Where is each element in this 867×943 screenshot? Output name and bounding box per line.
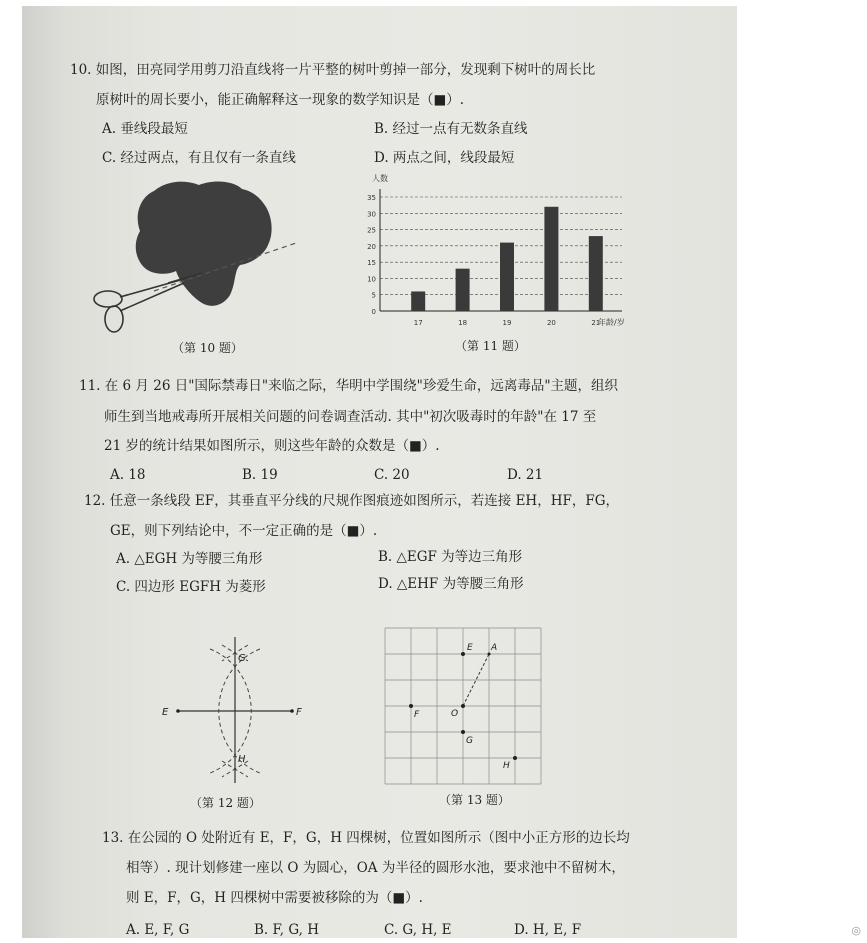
- x-tick-18: 18: [458, 319, 468, 327]
- q13-figure-caption: （第 13 题）: [439, 793, 510, 807]
- x-tick-17: 17: [413, 319, 423, 327]
- x-tick-21: 21: [591, 319, 601, 327]
- label-f: F: [296, 707, 302, 718]
- x-tick-19: 19: [502, 319, 512, 327]
- label-h: H: [238, 754, 246, 765]
- label-e: E: [162, 707, 169, 718]
- q11-stem-line1: 11. 在 6 月 26 日"国际禁毒日"来临之际，华明中学围绕"珍爱生命，远离毒品"主题，组织: [79, 378, 619, 394]
- q13-option-b: B. F, G, H: [254, 922, 320, 938]
- q12-option-c: C. 四边形 EGFH 为菱形: [116, 579, 266, 595]
- q11-stem-line3: 21 岁的统计结果如图所示，则这些年龄的众数是（■）.: [104, 438, 440, 454]
- point-f: [290, 709, 294, 713]
- point-g: [461, 730, 465, 734]
- bar-21: [589, 236, 603, 311]
- q13-option-a: A. E, F, G: [126, 922, 190, 938]
- q12-stem-line1: 12. 任意一条线段 EF，其垂直平分线的尺规作图痕迹如图所示，若连接 EH，HF，FG，: [84, 493, 619, 509]
- point-f: [409, 704, 413, 708]
- y-tick-5: 5: [371, 291, 376, 300]
- q11-option-c: C. 20: [374, 467, 410, 483]
- q13-stem-line1: 13. 在公园的 O 处附近有 E，F，G，H 四棵树，位置如图所示（图中小正方形的边长均: [102, 830, 630, 846]
- q10-option-b: B. 经过一点有无数条直线: [374, 121, 528, 137]
- q12-option-a: A. △EGH 为等腰三角形: [116, 551, 263, 567]
- bar-18: [456, 269, 470, 311]
- q11-stem-line2: 师生到当地戒毒所开展相关问题的问卷调查活动. 其中"初次吸毒时的年龄"在 17 至: [104, 409, 597, 425]
- x-tick-20: 20: [546, 319, 556, 327]
- chart-xlabel: 年龄/岁: [598, 318, 625, 327]
- q11-option-d: D. 21: [507, 467, 544, 483]
- q12-figure-caption: （第 12 题）: [190, 796, 261, 810]
- q11-figure-caption: （第 11 题）: [455, 339, 526, 353]
- label-h: H: [503, 761, 510, 771]
- q13-option-c: C. G, H, E: [384, 922, 452, 938]
- label-g: G: [466, 736, 473, 746]
- q12-option-d: D. △EHF 为等腰三角形: [378, 576, 524, 592]
- q10-stem-line1: 10. 如图，田亮同学用剪刀沿直线将一片平整的树叶剪掉一部分，发现剩下树叶的周长比: [70, 62, 596, 78]
- y-tick-35: 35: [367, 194, 376, 202]
- point-e: [461, 652, 465, 656]
- q11-bar-chart: [332, 171, 642, 331]
- leaf-scissors-figure: [84, 171, 314, 336]
- point-e: [176, 709, 180, 713]
- exam-paper: [22, 6, 737, 938]
- label-g: G: [238, 653, 246, 664]
- label-a: A: [491, 643, 498, 653]
- label-f: F: [414, 710, 420, 720]
- q10-option-d: D. 两点之间，线段最短: [374, 150, 515, 166]
- q12-stem-line2: GE，则下列结论中，不一定正确的是（■）.: [110, 523, 378, 539]
- q13-stem-line3: 则 E，F，G，H 四棵树中需要被移除的为（■）.: [126, 890, 423, 906]
- y-tick-0: 0: [371, 308, 376, 316]
- bar-20: [544, 207, 558, 311]
- y-tick-30: 30: [367, 210, 376, 219]
- q11-option-b: B. 19: [242, 467, 278, 483]
- q12-option-b: B. △EGF 为等边三角形: [378, 549, 523, 565]
- bar-17: [411, 291, 425, 311]
- y-tick-10: 10: [367, 275, 376, 284]
- y-tick-20: 20: [367, 242, 376, 251]
- label-o: O: [451, 709, 459, 719]
- q13-grid-figure: [377, 624, 557, 794]
- watermark-icon: ◎: [851, 925, 861, 937]
- q11-option-a: A. 18: [110, 467, 146, 483]
- q10-option-a: A. 垂线段最短: [102, 121, 188, 137]
- q10-option-c: C. 经过两点，有且仅有一条直线: [102, 150, 296, 166]
- q13-option-d: D. H, E, F: [514, 922, 582, 938]
- y-tick-15: 15: [367, 259, 376, 268]
- q12-construction-figure: [150, 631, 320, 791]
- q13-stem-line2: 相等）. 现计划修建一座以 O 为圆心，OA 为半径的圆形水池，要求池中不留树木，: [126, 860, 625, 876]
- q10-figure-caption: （第 10 题）: [172, 341, 243, 355]
- y-tick-25: 25: [367, 226, 376, 235]
- point-o: [461, 704, 465, 708]
- point-h: [513, 756, 517, 760]
- bar-19: [500, 243, 514, 311]
- chart-ylabel: 人数: [372, 174, 388, 183]
- label-e: E: [467, 643, 473, 653]
- q10-stem-line2: 原树叶的周长要小，能正确解释这一现象的数学知识是（■）.: [96, 92, 465, 108]
